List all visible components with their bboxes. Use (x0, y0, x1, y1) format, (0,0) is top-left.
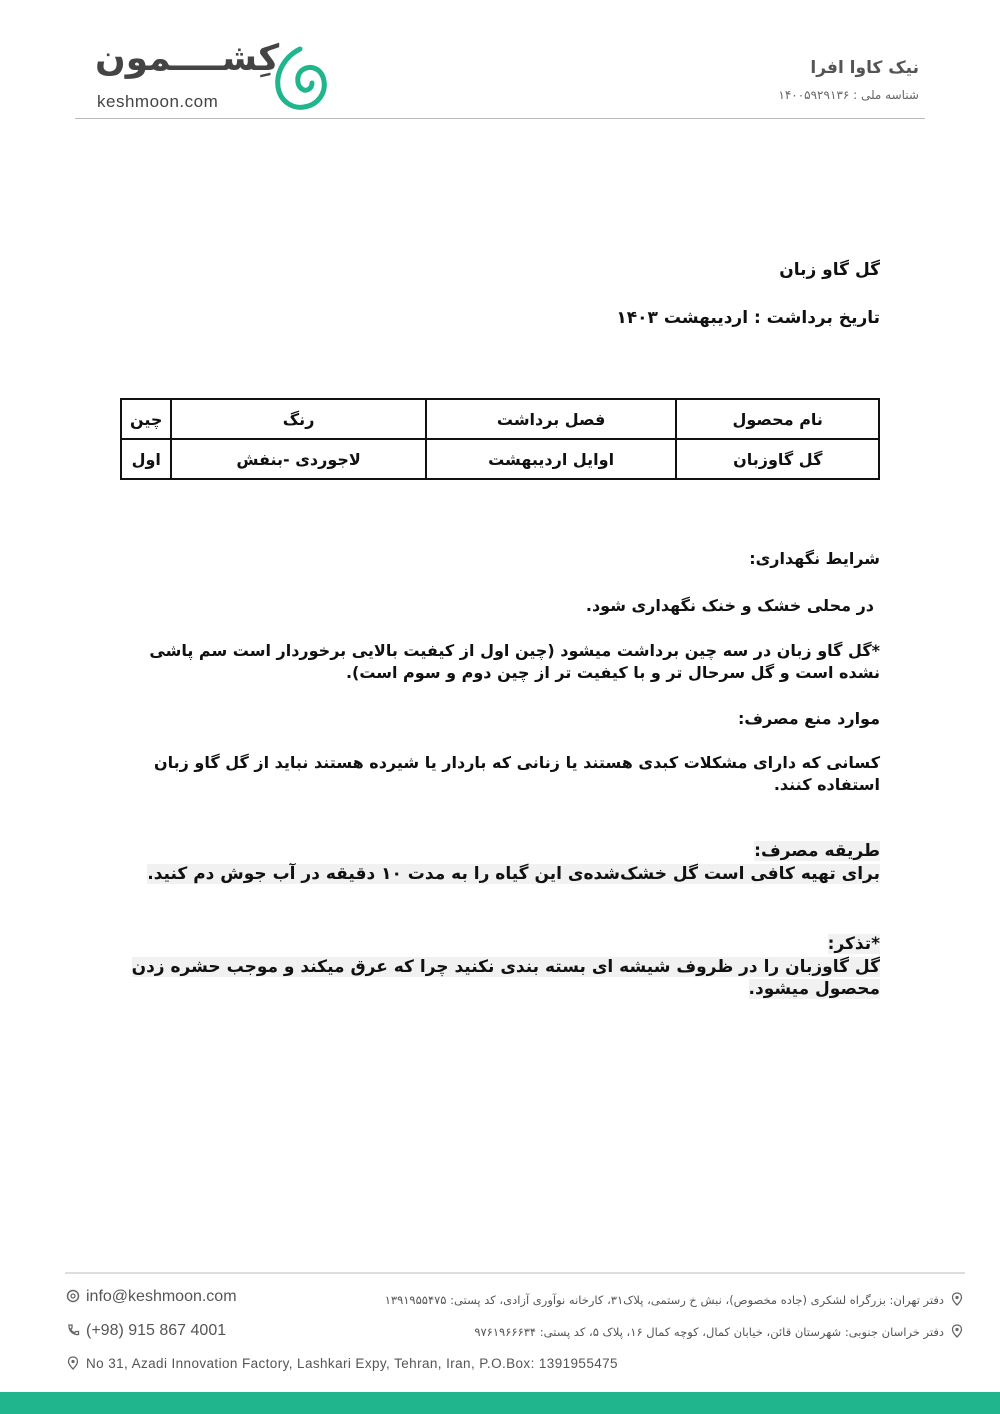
usage-heading-text: طریقه مصرف: (754, 841, 880, 861)
reminder-text (120, 956, 880, 1000)
harvest-date: تاریخ برداشت : اردیبهشت ۱۴۰۳ (616, 308, 880, 328)
footer-office-khorasan: دفتر خراسان جنوبی: شهرستان قائن، خیابان کمال، کوچه کمال ۱۶، پلاک ۵، کد پستی: ۹۷۶۱۹۶۶۶۳۴ (474, 1325, 944, 1339)
table-header-row (121, 399, 879, 439)
table-cell: لاجوردی -بنفش (171, 439, 425, 479)
footer-office-tehran: دفتر تهران: بزرگراه لشکری (جاده مخصوص)، نبش خ رستمی، پلاک۳۱، کارخانه نوآوری آزادی، کد پستی: ۱۳۹۱۹۵۵۴۷۵ (384, 1293, 944, 1307)
logo-wordmark-fa: کِشــــمون (95, 38, 280, 79)
storage-note: *گل گاو زبان در سه چین برداشت میشود (چین اول از کیفیت بالایی برخوردار است سم پاشی نشده است و گل سرحال تر و با کیفیت تر از چین دوم و سوم است). (149, 641, 880, 682)
table-header-cell: فصل برداشت (426, 399, 677, 439)
storage-heading: شرایط نگهداری: (749, 549, 880, 568)
footer-office-khorasan-row (474, 1324, 964, 1339)
brand-bottom-bar (0, 1392, 1000, 1414)
footer-office-tehran-row (385, 1292, 964, 1307)
product-info-table (120, 398, 880, 480)
footer-address-row (66, 1356, 618, 1371)
keshmoon-leaf-icon (270, 43, 330, 113)
product-title: گل گاو زبان (779, 260, 880, 280)
company-info (778, 58, 919, 102)
email-icon (66, 1289, 80, 1303)
footer-email-row (66, 1288, 237, 1306)
table-row (121, 439, 879, 479)
letterhead (75, 30, 925, 120)
footer-email: info@keshmoon.com (86, 1288, 237, 1305)
logo-wordmark-en: keshmoon.com (97, 92, 219, 111)
usage-heading (120, 840, 880, 862)
footer-phone-row (66, 1322, 226, 1340)
footer-address-en: No 31, Azadi Innovation Factory, Lashkari Expy, Tehran, Iran, P.O.Box: 1391955475 (86, 1356, 618, 1371)
reminder-heading (120, 933, 880, 955)
contraindications-heading: موارد منع مصرف: (738, 709, 880, 728)
table-header-cell: چین (121, 399, 171, 439)
product-heading-block (120, 260, 880, 328)
table-header-cell: نام محصول (676, 399, 879, 439)
company-name: نیک کاوا افرا (810, 58, 919, 78)
phone-icon (66, 1323, 80, 1337)
table-cell: اوایل اردیبهشت (426, 439, 677, 479)
location-pin-icon (950, 1324, 964, 1338)
table-cell: اول (121, 439, 171, 479)
table-cell: گل گاوزبان (676, 439, 879, 479)
keshmoon-logo (95, 38, 315, 118)
location-pin-icon (950, 1292, 964, 1306)
location-pin-icon (66, 1356, 80, 1370)
contraindications-text: کسانی که دارای مشکلات کبدی هستند یا زنانی که باردار یا شیرده هستند نباید از گل گاو زبان استفاده کنند. (153, 753, 880, 794)
reminder-heading-text: *تذکر: (827, 934, 880, 954)
table-header-cell: رنگ (171, 399, 425, 439)
usage-text (120, 863, 880, 885)
storage-text: در محلی خشک و خنک نگهداری شود. (585, 596, 874, 615)
header-divider (75, 118, 925, 119)
reminder-text-content: گل گاوزبان را در ظروف شیشه ای بسته بندی نکنید چرا که عرق میکند و موجب حشره زدن محصول میشود. (131, 957, 880, 999)
usage-text-content: برای تهیه کافی است گل خشک‌شده‌ی این گیاه را به مدت ۱۰ دقیقه در آب جوش دم کنید. (147, 864, 880, 884)
footer-phone: (+98) 915 867 4001 (86, 1322, 227, 1339)
company-national-id: شناسه ملی : ۱۴۰۰۵۹۲۹۱۳۶ (778, 88, 919, 102)
footer-divider (65, 1272, 965, 1274)
